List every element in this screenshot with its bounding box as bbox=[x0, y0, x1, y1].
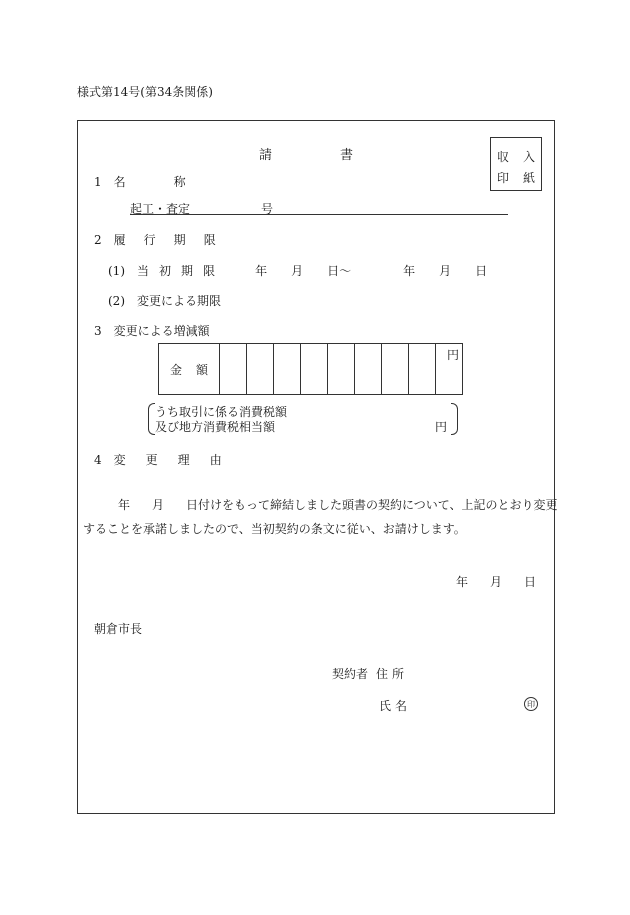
amount-digit-cell[interactable] bbox=[301, 344, 328, 395]
tax-amount-box: うち取引に係る消費税額 及び地方消費税相当額 円 bbox=[148, 403, 458, 435]
amount-table bbox=[158, 343, 463, 395]
document-date: 年 月 日 bbox=[456, 575, 537, 589]
consent-paragraph-line1: 年 月 日付けをもって締結しました頭書の契約について、上記のとおり変更 bbox=[118, 498, 558, 512]
amount-digit-cell[interactable] bbox=[220, 344, 247, 395]
section-amount-change: 3 変更による増減額 bbox=[94, 324, 210, 338]
amount-digit-cell[interactable] bbox=[355, 344, 382, 395]
amount-digit-cell[interactable] bbox=[247, 344, 274, 395]
bracket-right bbox=[451, 403, 458, 435]
amount-unit-cell[interactable]: 円 bbox=[436, 344, 463, 395]
section-name: 1 名 称 bbox=[94, 175, 186, 189]
contractor-address: 契約者 住 所 bbox=[332, 667, 405, 681]
bracket-left bbox=[148, 403, 155, 435]
form-number-label: 様式第14号(第34条関係) bbox=[77, 85, 213, 99]
changed-period-row: (2) 変更による期限 bbox=[108, 294, 222, 308]
amount-digit-cell[interactable] bbox=[328, 344, 355, 395]
amount-digit-cell[interactable] bbox=[409, 344, 436, 395]
project-name-field[interactable]: 起工・査定 号 bbox=[130, 200, 508, 215]
revenue-stamp-box: 収 入 印 紙 bbox=[490, 137, 542, 191]
amount-label: 金 額 bbox=[159, 344, 220, 395]
amount-digit-cell[interactable] bbox=[274, 344, 301, 395]
contractor-name: 氏 名 bbox=[379, 699, 408, 713]
initial-period-row: (1) 当 初 期 限 年 月 日〜 年 月 日 bbox=[108, 264, 488, 278]
amount-digit-cell[interactable] bbox=[382, 344, 409, 395]
seal-mark: 印 bbox=[524, 697, 538, 711]
document-title: 請 書 bbox=[259, 148, 354, 163]
consent-paragraph-line2: することを承諾しましたので、当初契約の条文に従い、お請けします。 bbox=[83, 522, 466, 536]
addressee: 朝倉市長 bbox=[94, 622, 143, 636]
section-change-reason: 4 変 更 理 由 bbox=[94, 453, 222, 467]
section-performance-period: 2 履 行 期 限 bbox=[94, 233, 216, 247]
